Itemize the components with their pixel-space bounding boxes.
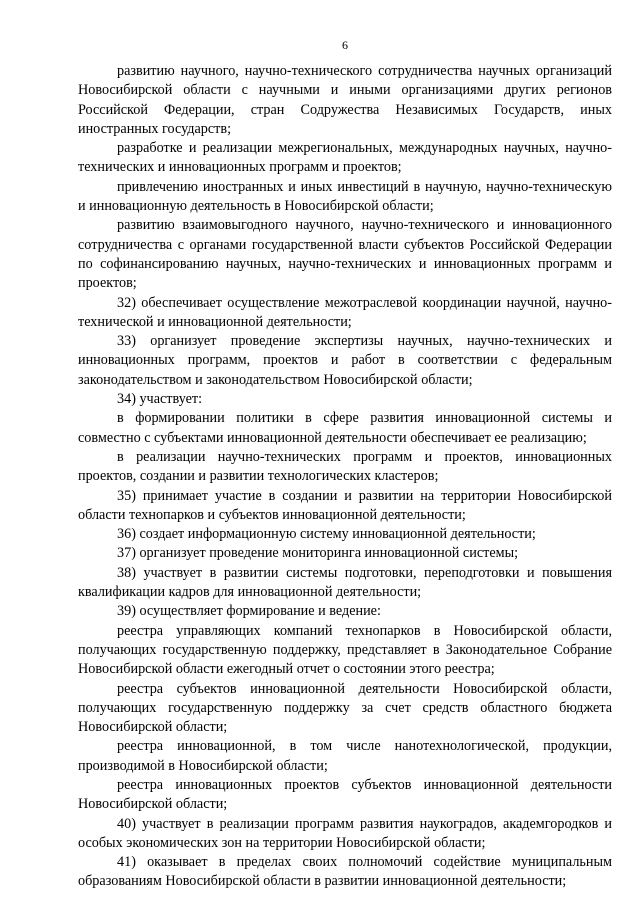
paragraph-9: в реализации научно-технических программ и проектов, инновационных проектов, создании и развитии технологических кластеров; [78, 448, 612, 485]
paragraph-item-33: 33) организует проведение экспертизы научных, научно-технических и инновационных программ, проектов и работ в соответствии с федеральным законодательством и законодательством Новосибирской области; [78, 333, 612, 388]
paragraph-1: развитию научного, научно-технического сотрудничества научных организаций Новосибирской области с научными и иными организациями других регионов Российской Федерации, стран Содружества Независимых Государств, иных иностранных государств; [78, 63, 612, 137]
page-number: 6 [342, 38, 348, 52]
paragraph-2: разработке и реализации межрегиональных, международных научных, научно-технических и инновационных программ и проектов; [78, 140, 612, 176]
paragraph-8: в формировании политики в сфере развития инновационной системы и совместно с субъектами инновационной деятельности обеспечивает ее реализацию; [78, 410, 612, 446]
paragraph-item-32: 32) обеспечивает осуществление межотраслевой координации научной, научно-технической и инновационной деятельности; [78, 294, 612, 330]
paragraph-item-40: 40) участвует в реализации программ развития наукоградов, академгородков и особых экономических зон на территории Новосибирской области; [78, 815, 612, 851]
paragraph-item-34: 34) участвует: [117, 391, 203, 408]
paragraph-17: реестра инновационной, в том числе нанотехнологической, продукции, производимой в Новосибирской области; [78, 738, 612, 774]
paragraph-item-35: 35) принимает участие в создании и развитии на территории Новосибирской области технопарков и субъектов инновационной деятельности; [78, 487, 612, 523]
paragraph-item-36: 36) создает информационную систему инновационной деятельности; [117, 526, 536, 543]
paragraph-3: привлечению иностранных и иных инвестиций в научную, научно-техническую и инновационную деятельность в Новосибирской области; [78, 178, 612, 215]
paragraph-item-38: 38) участвует в развитии системы подготовки, переподготовки и повышения квалификации кадров для инновационной деятельности; [78, 564, 612, 601]
paragraph-16: реестра субъектов инновационной деятельности Новосибирской области, получающих государственную поддержку за счет средств областного бюджета Новосибирской области; [78, 680, 612, 736]
paragraph-item-37: 37) организует проведение мониторинга инновационной системы; [117, 545, 519, 562]
paragraph-item-41: 41) оказывает в пределах своих полномочий содействие муниципальным образованиям Новосибирской области в развитии инновационной деятельности; [78, 854, 612, 890]
paragraph-18: реестра инновационных проектов субъектов инновационной деятельности Новосибирской области; [78, 776, 612, 813]
paragraph-4: развитию взаимовыгодного научного, научно-технического и инновационного сотрудничества с органами государственной власти субъектов Российской Федерации по софинансированию научных, научно-технических и инновационных программ и проектов; [78, 217, 612, 292]
paragraph-15: реестра управляющих компаний технопарков в Новосибирской области, получающих государственную поддержку, представляет в Законодательное Собрание Новосибирской области ежегодный отчет о состоянии этого реестра; [78, 622, 612, 678]
paragraph-item-39: 39) осуществляет формирование и ведение: [117, 603, 381, 620]
